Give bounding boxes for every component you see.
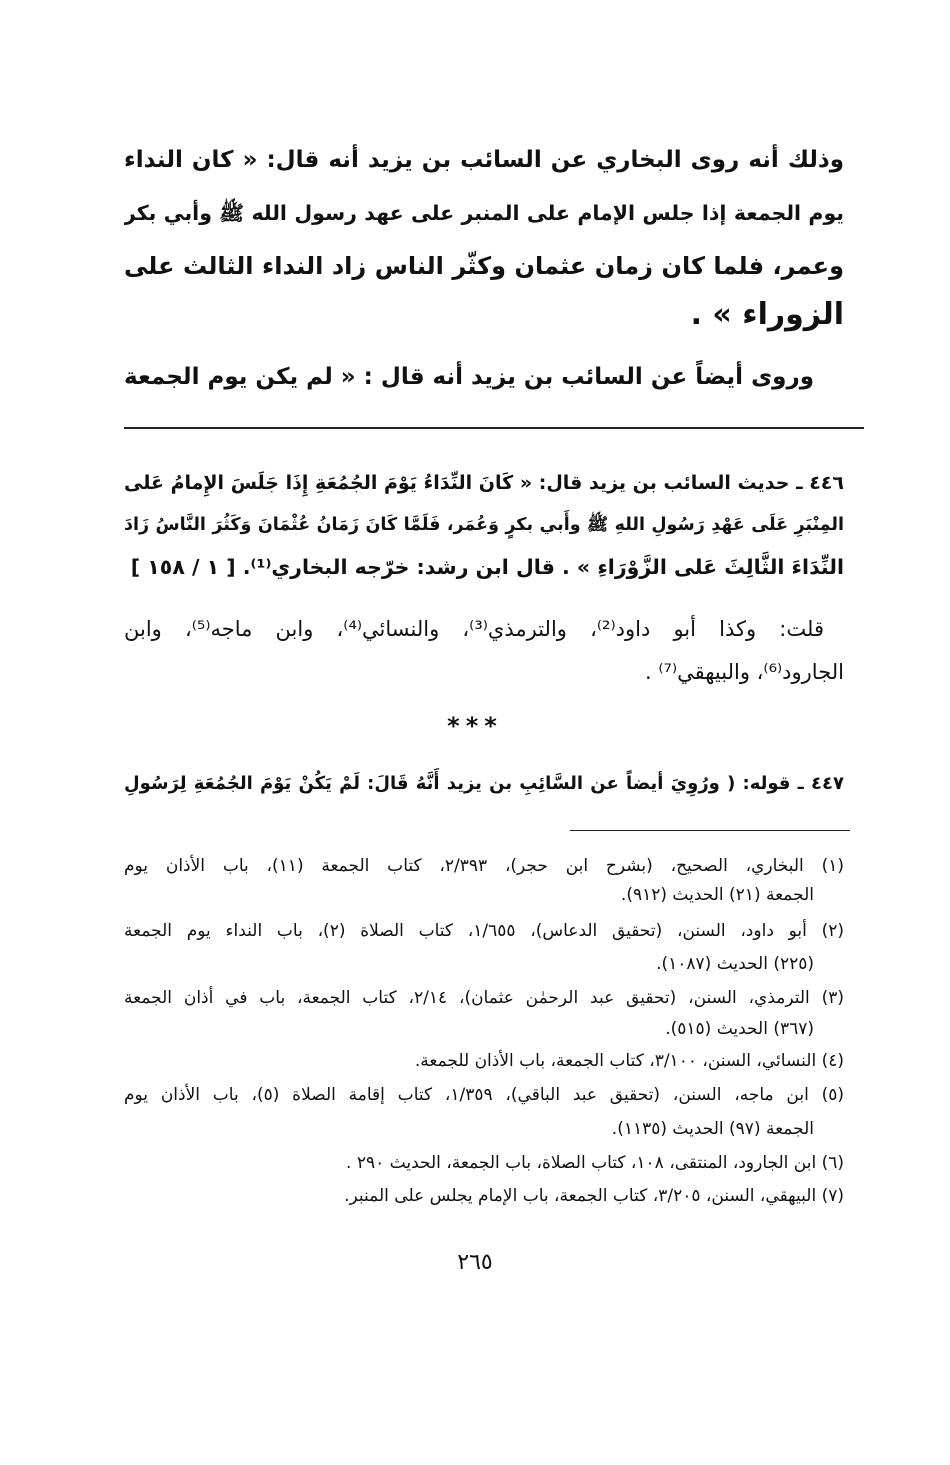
note-446-line-2: الجارود⁽⁶⁾، والبيهقي⁽⁷⁾ . [645, 660, 844, 684]
footnote-6: (٦) ابن الجارود، المنتقى، ١٠٨، كتاب الصلاة، باب الجمعة، الحديث ٢٩٠ . [346, 1153, 844, 1173]
main-text-line-4: الزوراء » . [690, 297, 844, 332]
hadith-447-line-1: ٤٤٧ ـ قوله: ( ورُوِيَ أيضاً عن السَّائِبِ بن يزيد أَنَّهُ قَالَ: لَمْ يَكُنْ يَوْمَ الجُمُعَةِ لِرَسُولِ [124, 773, 844, 794]
hadith-446-line-3: النِّدَاءَ الثَّالِثَ عَلى الزَّوْرَاءِ » . قال ابن رشد: خرّجه البخاري⁽¹⁾. [ ١ / ١٥٨ ] [130, 555, 844, 579]
main-text-line-2: يوم الجمعة إذا جلس الإمام على المنبر على عهد رسول الله ﷺ وأبي بكر [124, 201, 844, 225]
main-text-line-3: وعمر، فلما كان زمان عثمان وكثّر الناس زاد النداء الثالث على [124, 252, 844, 280]
footnote-separator-rule [570, 830, 850, 831]
footnote-7: (٧) البيهقي، السنن، ٣/٢٠٥، كتاب الجمعة، باب الإمام يجلس على المنبر. [344, 1186, 844, 1206]
footnote-4: (٤) النسائي، السنن، ٣/١٠٠، كتاب الجمعة، باب الأذان للجمعة. [414, 1051, 844, 1071]
footnote-3-line-1: (٣) الترمذي، السنن، (تحقيق عبد الرحمٰن عثمان)، ٢/١٤، كتاب الجمعة، باب في أذان الجمعة [124, 988, 844, 1008]
footnote-1-line-1: (١) البخاري، الصحيح، (بشرح ابن حجر)، ٢/٣٩٣، كتاب الجمعة (١١)، باب الأذان يوم [124, 856, 844, 876]
note-446-line-1: قلت: وكذا أبو داود⁽²⁾، والترمذي⁽³⁾، والنسائي⁽⁴⁾، وابن ماجه⁽⁵⁾، وابن [124, 617, 824, 641]
main-text-line-1: وذلك أنه روى البخاري عن السائب بن يزيد أنه قال: « كان النداء [124, 147, 844, 173]
footnote-5-line-1: (٥) ابن ماجه، السنن، (تحقيق عبد الباقي)، ١/٣٥٩، كتاب إقامة الصلاة (٥)، باب الأذان يوم [124, 1085, 844, 1105]
footnote-5-line-2: الجمعة (٩٧) الحديث (١١٣٥). [611, 1119, 814, 1139]
footnote-3-line-2: (٣٦٧) الحديث (٥١٥). [665, 1019, 814, 1039]
main-text-line-5: وروى أيضاً عن السائب بن يزيد أنه قال : « لم يكن يوم الجمعة [124, 364, 814, 390]
footnote-1-line-2: الجمعة (٢١) الحديث (٩١٢). [620, 885, 814, 905]
text-separator-rule [124, 427, 864, 429]
footnote-2-line-2: (٢٢٥) الحديث (١٠٨٧). [656, 954, 814, 974]
hadith-446-line-1: ٤٤٦ ـ حديث السائب بن يزيد قال: « كَانَ النِّدَاءُ يَوْمَ الجُمُعَةِ إِذَا جَلَسَ الإِمامُ عَلى [124, 472, 844, 494]
section-separator-stars: *** [447, 712, 503, 740]
hadith-446-line-2: المِنْبَرِ عَلَى عَهْدِ رَسُولِ اللهِ ﷺ وأَبي بكرٍ وَعُمَر، فَلَمَّا كَانَ زَمَانُ عُثْمَانَ وَكَثُرَ النَّاسُ زَادَ [124, 515, 844, 535]
page-number: ٢٦٥ [457, 1250, 493, 1275]
footnote-2-line-1: (٢) أبو داود، السنن، (تحقيق الدعاس)، ١/٦٥٥، كتاب الصلاة (٢)، باب النداء يوم الجمعة [124, 921, 844, 941]
